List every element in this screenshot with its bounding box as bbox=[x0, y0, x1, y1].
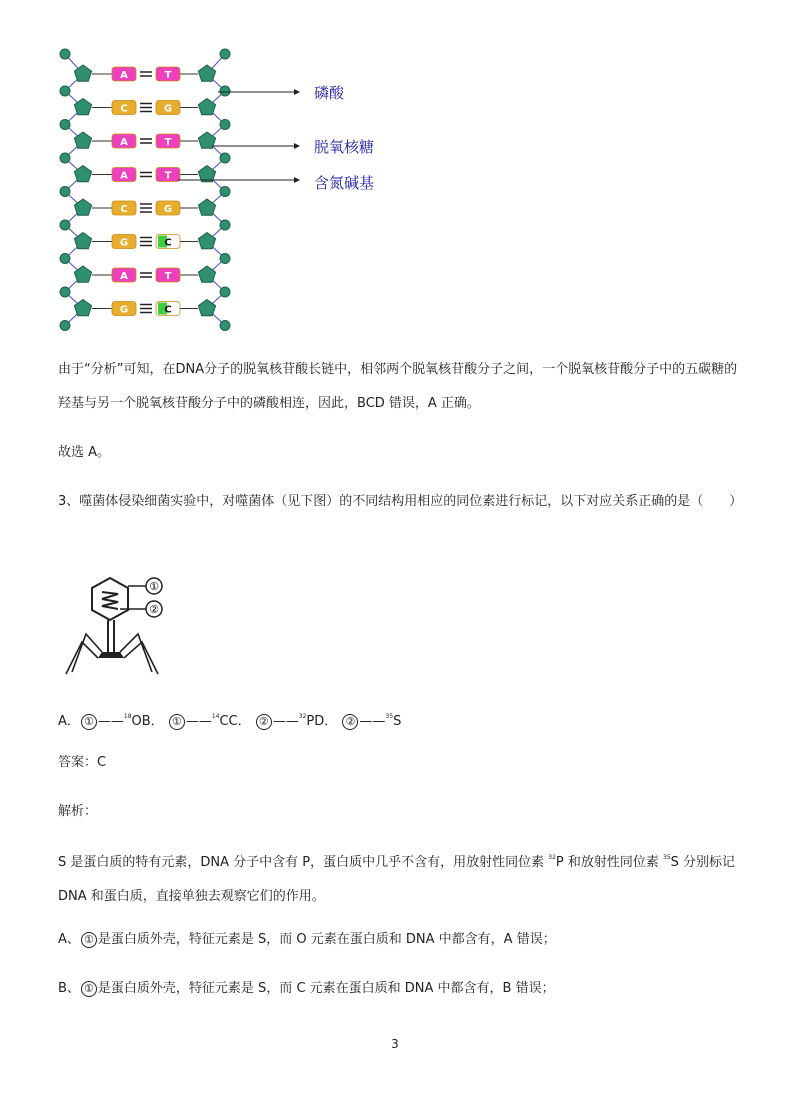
question-3-options: A． ① ——$^{18}$OB． ① ——$^{14}$CC． ② ——$^{32}$PD． ② ——$^{35}$S bbox=[58, 713, 402, 729]
base-letter-c: C bbox=[164, 237, 172, 249]
phage-marker-1: ① bbox=[149, 580, 159, 593]
label-phosphate: 磷酸 bbox=[314, 84, 345, 102]
deoxyribose-pentagon bbox=[198, 166, 215, 182]
base-letter-a: A bbox=[120, 170, 128, 182]
deoxyribose-pentagon bbox=[198, 300, 215, 316]
deoxyribose-pentagon bbox=[198, 99, 215, 115]
phosphate-node bbox=[220, 86, 230, 96]
question-3-stem: 3、噬菌体侵染细菌实验中，对噬菌体（见下图）的不同结构用相应的同位素进行标记，以下对应关系正确的是（ ） bbox=[58, 494, 743, 509]
phosphate-node bbox=[60, 187, 70, 197]
page-number: 3 bbox=[391, 1037, 399, 1051]
phosphate-node bbox=[60, 86, 70, 96]
phosphate-node bbox=[220, 187, 230, 197]
question-3-answer: 答案：C bbox=[58, 755, 107, 770]
analysis-option-a: A、 ① 是蛋白质外壳，特征元素是 S，而 O 元素在蛋白质和 DNA 中都含有，A 错误； bbox=[58, 932, 556, 947]
arrow-phosphate-head bbox=[294, 89, 300, 95]
analysis-paragraph-2: S 是蛋白质的特有元素，DNA 分子中含有 P，蛋白质中几乎不含有，用放射性同位素 $^{32}$P 和放射性同位素 $^{35}$S 分别标记 DNA 和蛋白质，直接单独去观察它们的作用。 bbox=[58, 854, 736, 904]
base-letter-a: A bbox=[120, 137, 128, 148]
deoxyribose-pentagon bbox=[74, 199, 91, 215]
arrow-deoxyribose-head bbox=[294, 143, 300, 149]
base-letter-g: G bbox=[163, 103, 173, 115]
phosphate-node bbox=[220, 287, 230, 297]
phosphate-node bbox=[60, 287, 70, 297]
base-letter-g: G bbox=[119, 304, 129, 316]
phosphate-node bbox=[220, 153, 230, 163]
deoxyribose-pentagon bbox=[74, 266, 91, 282]
bacteriophage-figure bbox=[58, 572, 173, 677]
deoxyribose-pentagon bbox=[198, 199, 215, 215]
phosphate-node bbox=[220, 321, 230, 331]
analysis-label: 解析： bbox=[58, 804, 98, 819]
label-nitrogenous-base: 含氮碱基 bbox=[314, 174, 375, 192]
analysis-paragraph: 由于“分析”可知，在DNA分子的脱氧核苷酸长链中，相邻两个脱氧核苷酸分子之间，一个脱氧核苷酸分子中的五碳糖的羟基与另一个脱氧核苷酸分子中的磷酸相连，因此，BCD 错误，A 正确。 bbox=[58, 362, 738, 411]
deoxyribose-pentagon bbox=[74, 233, 91, 249]
phosphate-node bbox=[220, 49, 230, 59]
deoxyribose-pentagon bbox=[74, 132, 91, 148]
analysis-option-b: B、 ① 是蛋白质外壳，特征元素是 S，而 C 元素在蛋白质和 DNA 中都含有，B 错误； bbox=[58, 981, 555, 996]
deoxyribose-pentagon bbox=[74, 99, 91, 115]
label-deoxyribose: 脱氧核糖 bbox=[314, 138, 375, 156]
dna-double-helix-diagram bbox=[50, 44, 310, 334]
base-letter-g: G bbox=[163, 204, 173, 215]
phosphate-node bbox=[220, 220, 230, 230]
deoxyribose-pentagon bbox=[74, 300, 91, 316]
base-letter-c: C bbox=[120, 103, 128, 115]
phosphate-node bbox=[60, 321, 70, 331]
base-letter-t: T bbox=[164, 271, 172, 282]
base-letter-g: G bbox=[119, 237, 129, 249]
base-letter-c: C bbox=[120, 204, 128, 215]
answer-conclusion: 故选 A。 bbox=[58, 445, 111, 460]
arrow-base-head bbox=[294, 177, 300, 183]
phosphate-node bbox=[60, 120, 70, 130]
base-letter-t: T bbox=[164, 170, 172, 182]
base-letter-c: C bbox=[164, 304, 172, 316]
base-letter-a: A bbox=[120, 271, 128, 282]
phosphate-node bbox=[60, 49, 70, 59]
phosphate-node bbox=[60, 153, 70, 163]
phosphate-node bbox=[60, 254, 70, 264]
deoxyribose-pentagon bbox=[198, 266, 215, 282]
base-letter-a: A bbox=[120, 70, 128, 81]
phosphate-node bbox=[60, 220, 70, 230]
base-letter-t: T bbox=[164, 137, 172, 148]
base-letter-t: T bbox=[164, 70, 172, 81]
phosphate-node bbox=[220, 254, 230, 264]
phage-marker-2: ② bbox=[149, 603, 159, 616]
deoxyribose-pentagon bbox=[198, 233, 215, 249]
phosphate-node bbox=[220, 120, 230, 130]
deoxyribose-pentagon bbox=[74, 166, 91, 182]
